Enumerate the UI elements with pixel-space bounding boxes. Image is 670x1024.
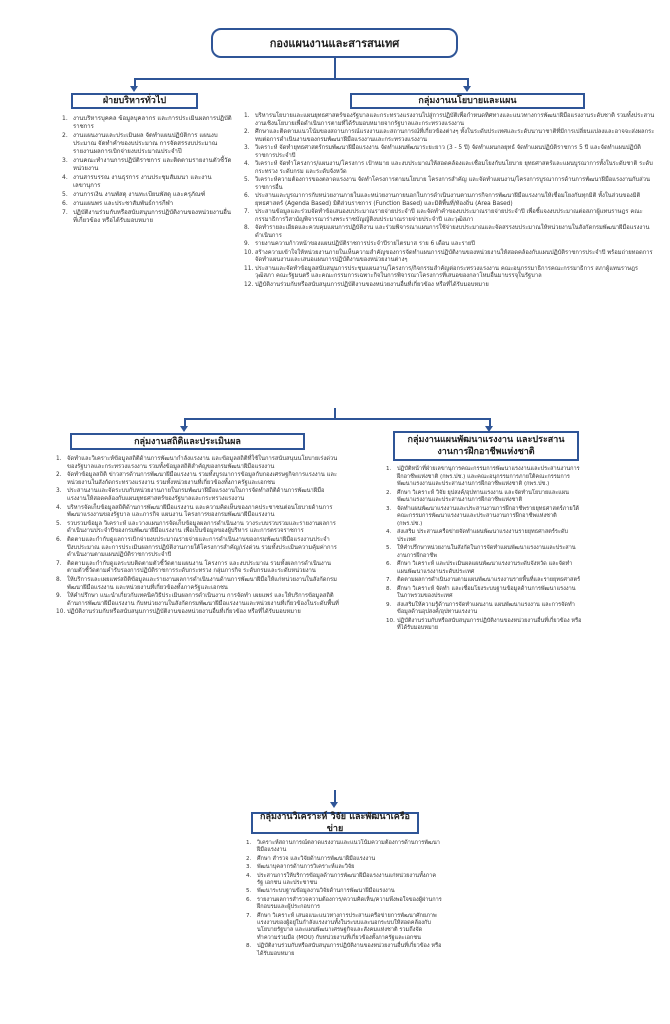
policy-list [244,113,656,290]
list-item: 7. ติดตามผลการดำเนินงานตามแผนพัฒนาแรงงานรายพื้นที่และรายยุทธศาสตร์ [386,577,581,583]
labor-title: กลุ่มงานแผนพัฒนาแรงงาน และประสานงานการฝึกอาชีพแห่งชาติ [407,435,565,457]
general-list [62,115,232,226]
list-item: 1. บริหารนโยบายและแผนยุทธศาสตร์ของรัฐบาลและกระทรวงแรงงานไปสู่การปฏิบัติเพื่อกำหนดทิศทางและแนวทางการพัฒนาฝีมือแรงงานระดับชาติ รวมทั้งประสานงานเชิงนโยบายเพื่อดำเนินการตามที่ได้รับมอบหมายจากรัฐบาลและกระทรวงแรงงาน [244,113,655,127]
list-item: 1. ปฏิบัติหน้าที่ฝ่ายเลขานุการคณะกรรมการพัฒนาแรงงานและประสานงานการฝึกอาชีพแห่งชาติ (กพร.ปช.) และคณะอนุกรรมการภายใต้คณะกรรมการพัฒนาแรงงานและประสานงานการฝึกอาชีพแห่งชาติ (กพร.ปช.) [386,466,580,487]
list-item: 9. ให้คำปรึกษา แนะนำเกี่ยวกับเทคนิควิธีประเมินผลการดำเนินงาน การจัดทำ เผยแพร่ และให้บริการข้อมูลสถิติด้านการพัฒนาฝีมือแรงงาน กับหน่วยงานในสังกัดกรมพัฒนาฝีมือแรงงานและหน่วยงานที่เกี่ยวข้องในระดับพื้นที่ [56,593,339,607]
list-item: 2. งานแผนงานและประเมินผล จัดทำแผนปฏิบัติการ แผนงบประมาณ จัดทำคำของบประมาณ การจัดสรรงบประมาณ รายงานผลการเบิกจ่ายงบประมาณประจำปี [62,132,218,155]
list-item: 6. ประสานและบูรณาการกับหน่วยงานภายในและหน่วยงานภายนอกในการดำเนินงานตามภารกิจการพัฒนาฝีมือแรงงานให้เชื่อมโยงกันทุกมิติ ทั้งในส่วนของมิติยุทธศาสตร์ (Agenda Based) มิติส่วนราชการ (Function Based) และมิติพื้นที่/ท้องถิ่น (Area Based) [244,193,641,207]
arrow-to-general [130,86,138,92]
list-item: 4. ส่งเสริม ประสานเครือข่ายจัดทำแผนพัฒนาแรงงานรายยุทธศาสตร์ระดับประเทศ [386,529,569,543]
list-item: 4. บริหารจัดเก็บข้อมูลสถิติด้านการพัฒนาฝีมือแรงงาน และความคิดเห็นของภาคประชาชนต่อนโยบายด้านการพัฒนาแรงงานของรัฐบาล และภารกิจ แผนงาน โครงการของกรมพัฒนาฝีมือแรงงาน [56,504,333,519]
list-item: 3. จัดทำแผนพัฒนาแรงงานและประสานงานการฝึกอาชีพรายยุทธศาสตร์ภายใต้คณะกรรมการพัฒนาแรงงานและประสานงานการฝึกอาชีพแห่งชาติ (กพร.ปช.) [386,505,580,527]
list-item: 6. ติดตามและกำกับดูแลการเบิกจ่ายงบประมาณรายจ่ายและการดำเนินงานของกรมพัฒนาฝีมือแรงงานประจำปีงบประมาณ และการประเมินผลการปฏิบัติงานภายใต้โครงการสำคัญ/เร่งด่วน รวมทั้งประเมินความคุ้มค่าการดำเนินงานตามแผนปฏิบัติราชการประจำปี [56,536,337,559]
list-item: 9. ส่งเสริมให้ความรู้ด้านการจัดทำแผนงาน แผนพัฒนาแรงงาน และการจัดทำข้อมูลด้านอุปสงค์/อุปทานแรงงาน [386,601,575,615]
list-item: 3. งานคณะทำงานการปฏิบัติราชการ และติดตามรายงานตัวชี้วัดหน่วยงาน [62,157,232,172]
root-box [211,28,458,58]
list-item: 3. พัฒนาบุคลากรด้านการวิเคราะห์และวิจัย [246,864,355,871]
labor-header [393,431,579,461]
list-item: 5. งานการเงิน งานพัสดุ งานทะเบียนพัสดุ และครุภัณฑ์ [62,191,206,198]
list-item: 7. ประสานข้อมูลและร่วมจัดทำข้อเสนองบประมาณรายจ่ายประจำปี และจัดทำคำของบประมาณรายจ่ายประจำปี เพื่อชี้แจงงบประมาณต่อสภาผู้แทนราษฎร คณะกรรมาธิการวิสามัญพิจารณาร่างพระราชบัญญัติงบประมาณรายจ่ายประจำปี และวุฒิสภา [244,209,643,223]
list-item: 1. วิเคราะห์สถานการณ์ตลาดแรงงานและแนวโน้มความต้องการด้านการพัฒนาฝีมือแรงงาน [246,840,440,854]
list-item: 2. ศึกษา สำรวจ และวิจัยด้านการพัฒนาฝีมือแรงงาน [246,855,376,862]
list-item: 4. วิเคราะห์ จัดทำโครงการ/แผนงาน/โครงการ เป้าหมาย และงบประมาณให้สอดคล้องและเชื่อมโยงกับนโยบาย ยุทธศาสตร์และแผนบูรณาการทั้งในระดับชาติ ระดับกระทรวง ระดับกรม และระดับจังหวัด [244,161,653,175]
list-item: 10. ปฏิบัติงานร่วมกับหรือสนับสนุนการปฏิบัติงานของหน่วยงานอื่นที่เกี่ยวข้อง หรือที่ได้รับมอบหมาย [386,617,582,631]
list-item: 2. จัดทำข้อมูลสถิติ ข่าวสารด้านการพัฒนาฝีมือแรงงาน รวมทั้งบูรณาการข้อมูลกับกองเศรษฐกิจการแรงงาน และหน่วยงานในสังกัดกระทรวงแรงงาน รวมทั้งหน่วยงานที่เกี่ยวข้องทั้งภาครัฐและเอกชน [56,472,338,486]
general-title: ฝ่ายบริหารทั่วไป [102,96,167,106]
research-list [246,840,442,959]
list-item: 8. จัดทำรายละเอียดและควบคุมแผนการปฏิบัติงาน และร่วมพิจารณาแผนการใช้จ่ายงบประมาณและจัดสรรงบประมาณให้หน่วยงานในสังกัดกรมพัฒนาฝีมือแรงงานดำเนินการ [244,225,650,239]
list-item: 7. ติดตามและกำกับดูแลระบบติดตามตัวชี้วัดตามแผนงาน โครงการ และงบประมาณ รวมทั้งผลการดำเนินงานตามตัวชี้วัดตามคำรับรองการปฏิบัติราชการระดับกระทรวง กลุ่มภารกิจ ระดับกรมและระดับหน่วยงาน [56,560,331,575]
list-item: 5. รวบรวมข้อมูล วิเคราะห์ และวางแผนการจัดเก็บข้อมูลผลการดำเนินงาน วางระบบรวบรวมและรายงานผลการดำเนินงานประจำปีของกรมพัฒนาฝีมือแรงงาน เพื่อเป็นข้อมูลของผู้บริหาร และการตรวจราชการ [56,520,336,535]
list-item: 6. ศึกษา วิเคราะห์ และประเมินผลแผนพัฒนาแรงงานระดับจังหวัด และจัดทำแผนพัฒนาแรงงานระดับประเทศ [386,561,573,575]
list-item: 4. ประสานการให้บริการข้อมูลด้านการพัฒนาฝีมือแรงงานแก่หน่วยงานทั้งภาครัฐ เอกชน และประชาชน [246,872,437,887]
connector-top-horizontal [134,78,468,80]
list-item: 9. รายงานความก้าวหน้าของแผนปฏิบัติราชการประจำปีรายไตรมาส ราย 6 เดือน และรายปี [244,241,475,247]
policy-header [350,93,585,109]
research-header [251,812,419,834]
research-title: กลุ่มงานวิเคราะห์ วิจัย และพัฒนาเครือข่าย [260,812,410,834]
list-item: 3. วิเคราะห์ จัดทำยุทธศาสตร์กรมพัฒนาฝีมือแรงงาน จัดทำแผนพัฒนาระยะยาว (3 - 5 ปี) จัดทำแผนกลยุทธ์ จัดทำแผนปฏิบัติราชการ 5 ปี และจัดทำแผนปฏิบัติราชการประจำปี [244,145,641,159]
list-item: 8. ให้บริการและเผยแพร่สถิติข้อมูลและรายงานผลการดำเนินงานด้านการพัฒนาฝีมือให้แก่หน่วยงานในสังกัดกรมพัฒนาฝีมือแรงงาน และหน่วยงานที่เกี่ยวข้องทั้งภาครัฐและเอกชน [56,576,337,591]
list-item: 4. งานสารบรรณ งานธุรการ งานประชุมสัมมนา และงานเลขานุการ [62,174,212,189]
list-item: 7. ปฏิบัติงานร่วมกับหรือสนับสนุนการปฏิบัติงานของหน่วยงานอื่นที่เกี่ยวข้อง หรือได้รับมอบหมาย [62,209,231,224]
list-item: 7. ศึกษา วิเคราะห์ เสนอแนะแนวทางการประสานเครือข่ายการพัฒนาศักยภาพแรงงานของผู้อยู่ในกำลังแรงงานทั้งในระบบและนอกระบบให้สอดคล้องกับนโยบายรัฐบาล และแผนพัฒนาเศรษฐกิจและสังคมแห่งชาติ รวมถึงจัดทำความร่วมมือ (MOU) กับหน่วยงานที่เกี่ยวข้องทั้งภาครัฐและเอกชน [246,912,437,941]
arrow-to-policy [463,86,471,92]
stats-title: กลุ่มงานสถิติและประเมินผล [134,436,241,447]
list-item: 5. วิเคราะห์ความต้องการของตลาดแรงงาน จัดทำโครงการตามนโยบาย โครงการสำคัญ และจัดทำแผนงาน/โครงการบูรณาการด้านการพัฒนาฝีมือแรงงานกับส่วนราชการอื่น [244,177,650,191]
policy-title: กลุ่มงานนโยบายและแผน [418,96,517,106]
list-item: 10. ปฏิบัติงานร่วมกับหรือสนับสนุนการปฏิบัติงานของหน่วยงานอื่นที่เกี่ยวข้อง หรือที่ได้รับมอบหมาย [56,609,301,616]
root-title: กองแผนงานและสารสนเทศ [269,37,400,50]
list-item: 3. ประสานงานและจัดระบบกับหน่วยงานภายในกรมพัฒนาฝีมือแรงงานในการจัดทำสถิติด้านการพัฒนาฝีมือแรงงานให้สอดคล้องกับแผนยุทธศาสตร์ของรัฐบาลและกระทรวงแรงงาน [56,488,325,502]
list-item: 2. ศึกษาและติดตามแนวโน้มของสถานการณ์แรงงานและสถานการณ์ที่เกี่ยวข้องต่างๆ ทั้งในระดับประเทศและระดับนานาชาติที่มีการเปลี่ยนแปลงและอาจจะส่งผลกระทบต่อการดำเนินงานของกรมพัฒนาฝีมือแรงงานและกระทรวงแรงงาน [244,129,655,143]
general-header [71,93,198,109]
list-item: 8. ศึกษา วิเคราะห์ จัดทำ และเชื่อมโยงระบบฐานข้อมูลด้านการพัฒนาแรงงานในภาพรวมของประเทศ [386,585,576,599]
list-item: 8. ปฏิบัติงานร่วมกับหรือสนับสนุนการปฏิบัติงานของหน่วยงานอื่นที่เกี่ยวข้อง หรือได้รับมอบหมาย [246,943,442,957]
list-item: 11. ประสานและจัดทำข้อมูลสนับสนุนการประชุมแผนงาน/โครงการ/กิจกรรมสำคัญต่อกระทรวงแรงงาน คณะอนุกรรมาธิการคณะกรรมาธิการ สภาผู้แทนราษฎร วุฒิสภา คณะรัฐมนตรี และคณะกรรมการเฉพาะกิจในการพิจารณาโครงการที่เสนอของกลาโหมอื่นมาบรรจุในรัฐบาล [244,265,639,279]
list-item: 10. สร้างความเข้าใจให้หน่วยงานภายในเห็นความสำคัญของการจัดทำแผนการปฏิบัติงานของหน่วยงานให้สอดคล้องกับแผนปฏิบัติราชการประจำปี พร้อมถ่ายทอดการจัดทำแผนงานและเสนอแผนการปฏิบัติงานของหน่วยงานต่างๆ [244,249,653,263]
connector-mid-horizontal [184,418,490,420]
list-item: 5. พัฒนาระบบฐานข้อมูลงานวิจัยด้านการพัฒนาฝีมือแรงงาน [246,888,395,895]
list-item: 2. ศึกษา วิเคราะห์ วิจัย ยุปสงค์/อุปทานแรงงาน และจัดทำนโยบายและแผนพัฒนาแรงงานและประสานงานการฝึกอาชีพแห่งชาติ [386,489,570,503]
connector-root-down [334,58,336,78]
connector-mid-down [334,408,336,418]
labor-list [386,466,582,634]
list-item: 1. จัดทำและวิเคราะห์ข้อมูลสถิติด้านการพัฒนากำลังแรงงาน และข้อมูลสถิติที่ใช้ในการสนับสนุนนโยบายเร่งด่วนของรัฐบาลและกระทรวงแรงงาน รวมทั้งข้อมูลสถิติสำคัญของกรมพัฒนาฝีมือแรงงาน [56,456,338,470]
arrow-to-research [330,802,338,808]
list-item: 1. งานบริหารบุคคล ข้อมูลบุคลากร และการประเมินผลการปฏิบัติราชการ [62,115,232,130]
stats-header [70,433,305,450]
arrow-to-stats [180,426,188,432]
list-item: 6. รายงานผลการสำรวจความต้องการ/ความคิดเห็น/ความพึงพอใจของผู้ผ่านการฝึกอบรมและผู้ประกอบการ [246,896,442,911]
list-item: 6. งานแผนพร และประชาสัมพันธ์การกีฬา [62,200,174,207]
list-item: 12. ปฏิบัติงานร่วมกับหรือสนับสนุนการปฏิบัติงานของหน่วยงานอื่นที่เกี่ยวข้อง หรือที่ได้รับมอบหมาย [244,281,489,288]
stats-list [56,456,341,618]
list-item: 5. ให้คำปรึกษาหน่วยงานในสังกัดในการจัดทำแผนพัฒนาแรงงานและประสานงานการฝึกอาชีพ [386,545,576,559]
